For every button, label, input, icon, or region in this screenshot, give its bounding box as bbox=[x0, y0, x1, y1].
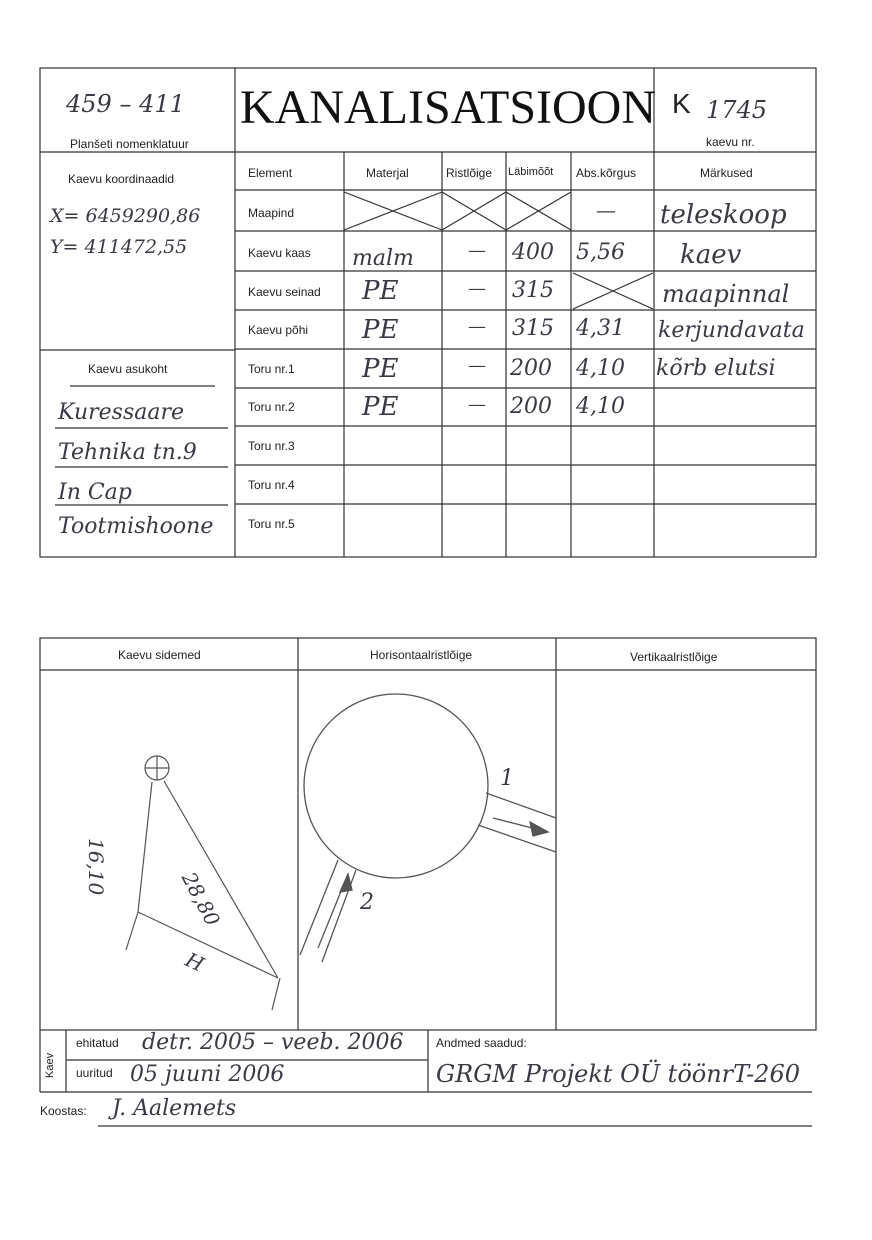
row-markused: maapinnal bbox=[662, 280, 790, 308]
tie-corner-label: H bbox=[181, 947, 208, 977]
ehitatud-value: detr. 2005 – veeb. 2006 bbox=[142, 1030, 404, 1055]
location-line: Kuressaare bbox=[58, 400, 185, 425]
row-labimoot: 315 bbox=[512, 278, 554, 303]
row-materjal: PE bbox=[362, 354, 399, 384]
row-element: Kaevu kaas bbox=[248, 246, 311, 260]
row-ristloige: — bbox=[468, 278, 486, 299]
diagram-header-sidemed: Kaevu sidemed bbox=[118, 648, 201, 662]
row-markused: kaev bbox=[680, 240, 742, 270]
pipe-2-label: 2 bbox=[360, 890, 374, 915]
row-element: Kaevu seinad bbox=[248, 285, 321, 299]
row-element: Kaevu põhi bbox=[248, 323, 309, 337]
row-element: Toru nr.5 bbox=[248, 517, 295, 531]
row-abs: 4,31 bbox=[576, 316, 625, 341]
location-line: Tootmishoone bbox=[58, 514, 214, 539]
row-markused: teleskoop bbox=[660, 200, 787, 230]
row-abs: — bbox=[596, 198, 616, 222]
row-materjal: PE bbox=[362, 276, 399, 306]
col-header-abs: Abs.kõrgus bbox=[576, 166, 637, 180]
row-element: Toru nr.2 bbox=[248, 400, 295, 414]
coord-y: Y= 411472,55 bbox=[50, 236, 188, 258]
row-element: Toru nr.1 bbox=[248, 362, 295, 376]
andmed-value: GRGM Projekt OÜ töönrT-260 bbox=[436, 1060, 800, 1088]
row-labimoot: 400 bbox=[512, 240, 554, 265]
tie-distance-2: 28,80 bbox=[176, 868, 225, 930]
row-materjal: malm bbox=[352, 246, 414, 271]
footer-side-label: Kaev bbox=[44, 1052, 56, 1078]
col-header-labimoot: Läbimõõt bbox=[508, 166, 554, 178]
location-label: Kaevu asukoht bbox=[88, 362, 168, 376]
row-ristloige: — bbox=[468, 240, 486, 261]
well-prefix: K bbox=[672, 88, 691, 119]
row-ristloige: — bbox=[468, 394, 486, 415]
ehitatud-label: ehitatud bbox=[76, 1036, 119, 1050]
location-line: In Cap bbox=[58, 480, 132, 505]
row-element: Toru nr.4 bbox=[248, 478, 295, 492]
coords-label: Kaevu koordinaadid bbox=[68, 172, 175, 186]
row-abs: 4,10 bbox=[576, 394, 625, 419]
row-element: Toru nr.3 bbox=[248, 439, 295, 453]
row-materjal: PE bbox=[362, 392, 399, 422]
sheet-nomenclature-label: Planšeti nomenklatuur bbox=[70, 137, 189, 151]
diagram-header-horisontaal: Horisontaalristlõige bbox=[370, 648, 473, 662]
sheet-nomenclature-value: 459 – 411 bbox=[66, 90, 185, 118]
row-ristloige: — bbox=[468, 355, 486, 376]
col-header-ristloige: Ristlõige bbox=[446, 166, 493, 180]
row-markused: kõrb elutsi bbox=[656, 356, 776, 381]
uuritud-value: 05 juuni 2006 bbox=[130, 1062, 285, 1087]
row-element: Maapind bbox=[248, 206, 295, 220]
col-header-element: Element bbox=[248, 166, 293, 180]
page-title: KANALISATSIOON bbox=[240, 81, 656, 134]
row-abs: 5,56 bbox=[576, 240, 625, 265]
row-materjal: PE bbox=[362, 315, 399, 345]
row-labimoot: 315 bbox=[512, 316, 554, 341]
col-header-markused: Märkused bbox=[700, 166, 753, 180]
well-section-circle bbox=[304, 694, 488, 878]
tie-distance-1: 16,10 bbox=[84, 838, 108, 896]
well-number-value: 1745 bbox=[706, 96, 768, 124]
col-header-materjal: Materjal bbox=[366, 166, 409, 180]
diagram-header-vertikaal: Vertikaalristlõige bbox=[630, 650, 718, 664]
horizontal-section bbox=[300, 694, 556, 962]
andmed-label: Andmed saadud: bbox=[436, 1036, 527, 1050]
location-line: Tehnika tn.9 bbox=[58, 440, 197, 465]
well-number-label: kaevu nr. bbox=[706, 135, 755, 149]
coord-x: X= 6459290,86 bbox=[50, 205, 201, 227]
row-ristloige: — bbox=[468, 316, 486, 337]
koostas-label: Koostas: bbox=[40, 1104, 87, 1118]
uuritud-label: uuritud bbox=[76, 1066, 113, 1080]
row-labimoot: 200 bbox=[510, 394, 552, 419]
row-markused: kerjundavata bbox=[658, 318, 805, 343]
row-labimoot: 200 bbox=[510, 356, 552, 381]
row-abs: 4,10 bbox=[576, 356, 625, 381]
pipe-1-label: 1 bbox=[500, 766, 514, 791]
koostas-value: J. Aalemets bbox=[112, 1096, 237, 1121]
